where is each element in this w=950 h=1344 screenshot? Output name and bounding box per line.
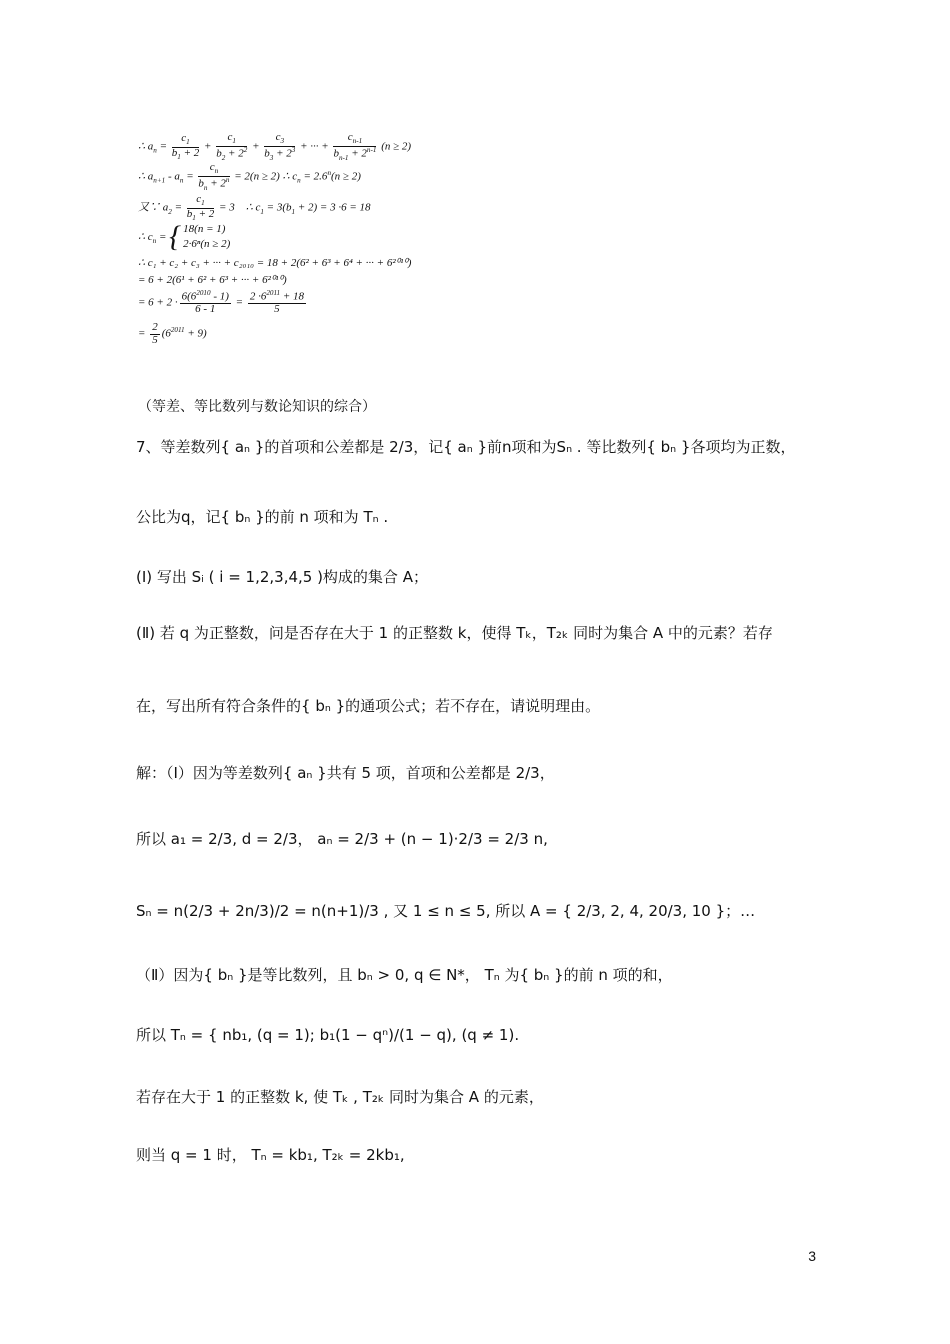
problem-line-2: 公比为q，记{ bₙ }的前 n 项和为 Tₙ . (136, 508, 389, 526)
solution-line-2: 所以 a₁ = 2/3, d = 2/3， aₙ = 2/3 + (n − 1)·2/3 = 2/3 n, (136, 830, 548, 848)
solution-line-3: Sₙ = n(2/3 + 2n/3)/2 = n(n+1)/3 , 又 1 ≤ n ≤ 5, 所以 A = { 2/3, 2, 4, 20/3, 10 }；… (136, 902, 756, 920)
solution-line-4: （Ⅱ）因为{ bₙ }是等比数列，且 bₙ > 0, q ∈ N*， Tₙ 为{ bₙ }的前 n 项的和， (136, 966, 673, 984)
solution-line-7: 则当 q = 1 时， Tₙ = kb₁, T₂ₖ = 2kb₁, (136, 1146, 405, 1164)
derivation-line-6: = 6 + 2(6¹ + 6² + 6³ + ··· + 6²⁰¹⁰) (138, 274, 287, 286)
derivation-line-7: = 6 + 2 · $\frac{6(6^{2010} - 1)}{6 - 1}$ = $\frac{2 \cdot 6^{2011} + 18}{5}$ (138, 289, 305, 316)
derivation-line-2: ∴ $a_{n+1} - a_n$ = $\frac{c_n}{b_n + 2^n}$ = 2(n ≥ 2) ∴ $c_n = 2.6^n(n \ge 2)$ (138, 161, 361, 192)
solution-line-1: 解：（Ⅰ）因为等差数列{ aₙ }共有 5 项，首项和公差都是 2/3， (136, 764, 555, 782)
page-number: 3 (808, 1248, 816, 1264)
derivation-line-5: ∴ c₁ + c₂ + c₃ + ··· + c₂₀₁₀ = 18 + 2(6² + 6³ + 6⁴ + ··· + 6²⁰¹⁰) (138, 257, 412, 269)
case-2: 2·6ⁿ(n ≥ 2) (183, 238, 231, 251)
case-1: 18(n = 1) (183, 223, 226, 235)
solution-line-5: 所以 Tₙ = { nb₁, (q = 1); b₁(1 − qⁿ)/(1 − q), (q ≠ 1). (136, 1026, 520, 1044)
problem-part-1: (Ⅰ) 写出 Sᵢ ( i = 1,2,3,4,5 )构成的集合 A； (136, 568, 428, 586)
derivation-line-8: = $\frac{2}{5}$ $(6^{2011} + 9)$ (138, 321, 207, 346)
problem-line-1: 7、等差数列{ aₙ }的首项和公差都是 2/3，记{ aₙ }前n项和为Sₙ . 等比数列{ bₙ }各项均为正数， (136, 438, 796, 456)
derivation-line-3: 又∵ $a_2$ = $\frac{c_1}{b_1 + 2}$ = 3 ∴ $c_1 = 3(b_1 + 2) = 3 \cdot 6 = 18$ (138, 193, 371, 222)
derivation-line-1: ∴ $a_n$ = $\frac{c_1}{b_1 + 2}$ + $\frac{c_1}{b_2 + 2^2}$ + $\frac{c_3}{b_3 + 2^3}$ + ··· + $\frac{c_{n-1}}{b_{n-1} + 2^{n-1}}$ (n ≥ 2) (138, 131, 412, 162)
problem-line-5: 在，写出所有符合条件的{ bₙ }的通项公式；若不存在，请说明理由。 (136, 697, 601, 715)
topic-heading: （等差、等比数列与数论知识的综合） (138, 399, 376, 415)
problem-part-2: (Ⅱ) 若 q 为正整数，问是否存在大于 1 的正整数 k，使得 Tₖ，T₂ₖ 同时为集合 A 中的元素？若存 (136, 624, 773, 642)
solution-line-6: 若存在大于 1 的正整数 k, 使 Tₖ , T₂ₖ 同时为集合 A 的元素， (136, 1088, 544, 1106)
derivation-line-4: ∴ $c_n$ = { 18(n = 1) 2·6ⁿ(n ≥ 2) (138, 220, 231, 254)
